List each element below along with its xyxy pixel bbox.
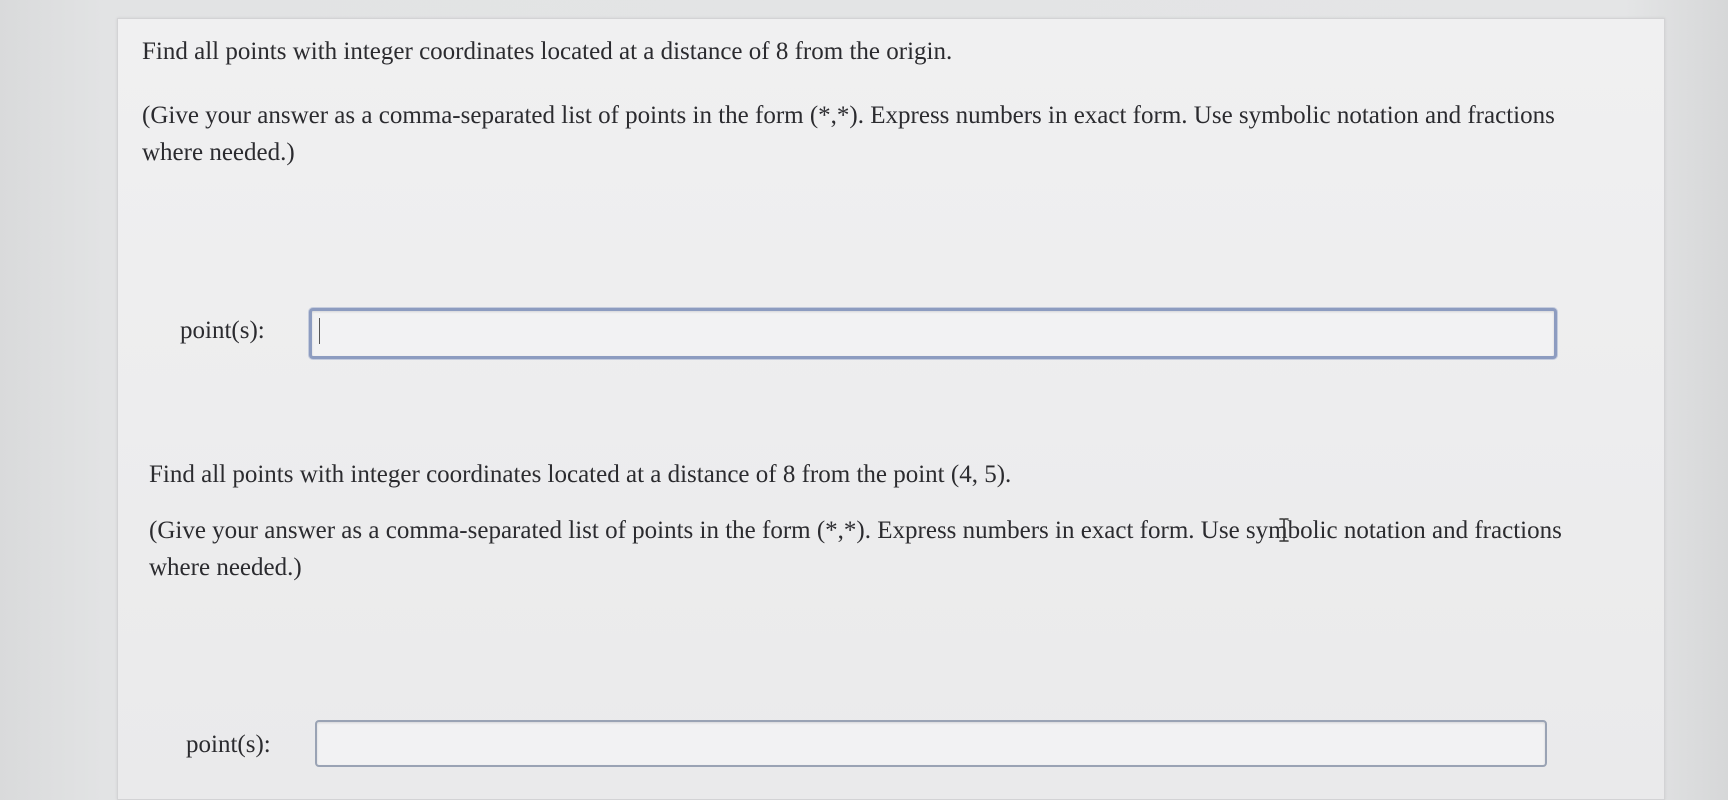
- question-2-field-label: point(s):: [186, 731, 271, 758]
- question-1-field-label: point(s):: [180, 317, 265, 344]
- question-1-instructions: (Give your answer as a comma-separated list of points in the form (*,*). Express numbers in exact form. Use symbolic notation and fractions where needed.): [142, 102, 1555, 166]
- text-ibeam-cursor-icon: [1279, 518, 1289, 542]
- question-1-prompt: Find all points with integer coordinates located at a distance of 8 from the origin.: [142, 38, 953, 65]
- question-2-instructions: (Give your answer as a comma-separated list of points in the form (*,*). Express numbers in exact form. Use symbolic notation and fractions where needed.): [149, 517, 1562, 581]
- text-caret: [319, 318, 320, 344]
- question-1-answer-input[interactable]: [309, 308, 1557, 359]
- question-2-prompt: Find all points with integer coordinates located at a distance of 8 from the point (4, 5).: [149, 461, 1012, 488]
- question-2-answer-input[interactable]: [315, 720, 1547, 767]
